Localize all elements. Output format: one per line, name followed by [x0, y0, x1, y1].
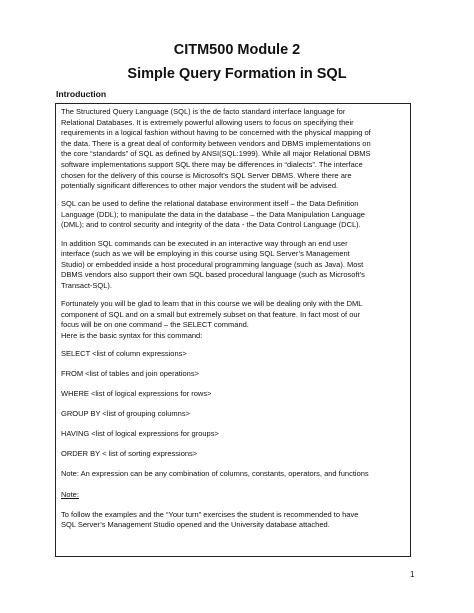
- syntax-group-by-line: GROUP BY <list of grouping columns>: [61, 409, 190, 419]
- expression-note: Note: An expression can be any combination of columns, constants, operators, and functions: [61, 469, 369, 479]
- document-subtitle: Simple Query Formation in SQL: [127, 66, 347, 82]
- paragraph-sql-execution: In addition SQL commands can be executed in an interactive way through an end user interface (such as we will be employing in this course using SQL Server’s Management Studio) or embedded inside a host procedural programming language (such as Java). Most DBMS vendors also support their own SQL based procedural language (such as Microsoft’s Transact-SQL).: [61, 238, 365, 290]
- note-heading: Note:: [61, 489, 79, 499]
- section-heading-introduction: Introduction: [56, 89, 107, 99]
- syntax-where-line: WHERE <list of logical expressions for rows>: [61, 389, 212, 399]
- paragraph-syntax-intro: Here is the basic syntax for this command:: [61, 330, 203, 340]
- paragraph-sql-languages: SQL can be used to define the relational database environment itself – the Data Definition Language (DDL); to manipulate the data in the database – the Data Manipulation Language (DML); and to control security and integrity of the data - the Data Control Language (DCL).: [61, 199, 365, 230]
- syntax-having-line: HAVING <list of logical expressions for groups>: [61, 429, 219, 439]
- syntax-select-line: SELECT <list of column expressions>: [61, 348, 187, 358]
- paragraph-closing-instructions: To follow the examples and the “Your turn” exercises the student is recommended to have SQL Server’s Management Studio opened and the University database attached.: [61, 509, 359, 530]
- paragraph-sql-overview: The Structured Query Language (SQL) is the de facto standard interface language for Relational Databases. It is extremely powerful allowing users to focus on specifying their requirements in a logical fashion without having to be concerned with the physical mapping of the data. There is a great deal of conformity between vendors and DBMS implementations on the core “standards” of SQL as defined by ANSI(SQL:1999). While all major Relational DBMS software implementations support SQL there may be differences in “dialects”. The interface chosen for the delivery of this course is Microsoft’s SQL Server DBMS. Where there are potentially significant differences to other major vendors the student will be advised.: [61, 107, 371, 191]
- introduction-text-box: [55, 103, 411, 557]
- syntax-from-line: FROM <list of tables and join operations>: [61, 368, 199, 378]
- page-number: 1: [410, 570, 415, 579]
- paragraph-course-focus: Fortunately you will be glad to learn that in this course we will be dealing only with the DML component of SQL and on a small but extremely subset on that feature. In fact most of our focus will be on one command – the SELECT command.: [61, 299, 363, 330]
- document-title: CITM500 Module 2: [173, 42, 301, 58]
- syntax-order-by-line: ORDER BY < list of sorting expressions>: [61, 449, 198, 459]
